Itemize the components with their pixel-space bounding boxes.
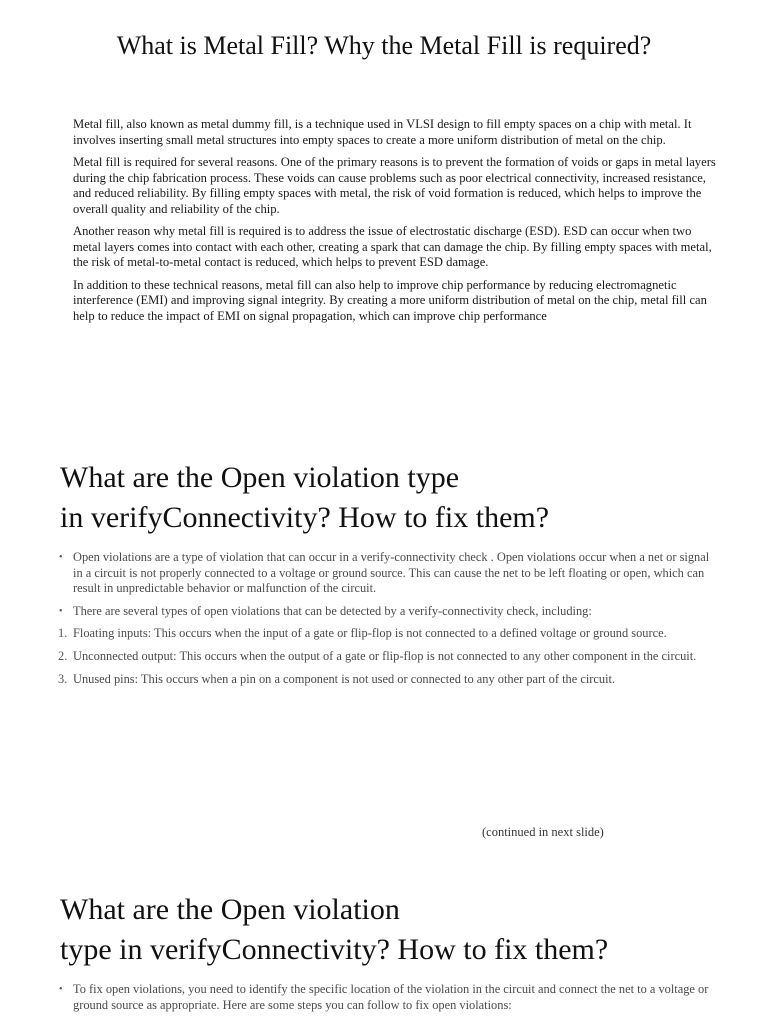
paragraph: In addition to these technical reasons, metal fill can also help to improve chip performance by reducing electromagnetic interference (EMI) and improving signal integrity. By creating a more uniform distribution of metal on the chip, metal fill can help to reduce the impact of EMI on signal propagation, which can improve chip performance xyxy=(73,277,707,323)
bullet-marker: • xyxy=(59,605,63,617)
paragraph: Metal fill, also known as metal dummy fill, is a technique used in VLSI design to fill empty spaces on a chip with metal. It involves inserting small metal structures into empty spaces to create a more uniform distribution of metal on the chip. xyxy=(73,117,692,147)
slide-metal-fill xyxy=(0,0,768,420)
paragraph: Metal fill is required for several reasons. One of the primary reasons is to prevent the formation of voids or gaps in metal layers during the chip fabrication process. These voids can cause problems such as poor electrical connectivity, increased resistance, and reduced reliability. By filling empty spaces with metal, the risk of void formation is reduced, which helps to improve the overall quality and reliability of the chip. xyxy=(73,155,716,216)
slide-body xyxy=(73,117,718,331)
list-item-text: There are several types of open violations that can be detected by a verify-connectivity check, including: xyxy=(73,603,592,618)
title-line: in verifyConnectivity? How to fix them? xyxy=(60,501,550,534)
list-item xyxy=(58,550,718,597)
list-item-text: Unused pins: This occurs when a pin on a component is not used or connected to any other part of the circuit. xyxy=(73,671,616,686)
slide-open-violation-fix xyxy=(0,860,768,1024)
list-item xyxy=(58,982,718,1013)
number-marker: 1. xyxy=(58,626,68,641)
list-item-text: Floating inputs: This occurs when the input of a gate or flip-flop is not connected to a defined voltage or ground source. xyxy=(73,626,667,641)
slide-title xyxy=(60,890,608,970)
slide-title xyxy=(60,458,549,538)
slide-open-violation-types xyxy=(0,440,768,850)
violation-list xyxy=(58,550,718,694)
continued-note: (continued in next slide) xyxy=(482,825,604,839)
bullet-marker: • xyxy=(59,984,63,995)
list-item xyxy=(58,649,718,665)
title-line: type in verifyConnectivity? How to fix them? xyxy=(60,933,609,966)
number-marker: 3. xyxy=(58,671,68,686)
bullet-marker: • xyxy=(59,552,63,563)
list-item-text: Unconnected output: This occurs when the output of a gate or flip-flop is not connected to any other component in the circuit. xyxy=(73,648,697,663)
number-marker: 2. xyxy=(58,648,68,663)
paragraph: Another reason why metal fill is required is to address the issue of electrostatic discharge (ESD). ESD can occur when two metal layers comes into contact with each other, creating a spark that can damage the chip. By filling empty spaces with metal, the risk of metal-to-metal contact is reduced, which helps to prevent ESD damage. xyxy=(73,224,712,269)
title-line: What are the Open violation type xyxy=(60,461,460,494)
list-item-text: Open violations are a type of violation that can occur in a verify-connectivity check . Open violations occur when a net or signal in a circuit is not properly connected to a voltage or ground source. This can cause the net to be left floating or open, which can result in unpredictable behavior or malfunction of the circuit. xyxy=(73,550,710,596)
list-item-text: To fix open violations, you need to identify the specific location of the violation in the circuit and connect the net to a voltage or ground source as appropriate. Here are some steps you can follow to fix open violations: xyxy=(73,982,709,1012)
list-item xyxy=(58,672,718,688)
list-item xyxy=(58,626,718,642)
fix-list xyxy=(58,982,718,1020)
title-line: What are the Open violation xyxy=(60,893,400,926)
slide-title: What is Metal Fill? Why the Metal Fill is required? xyxy=(116,31,652,60)
list-item xyxy=(58,604,718,620)
